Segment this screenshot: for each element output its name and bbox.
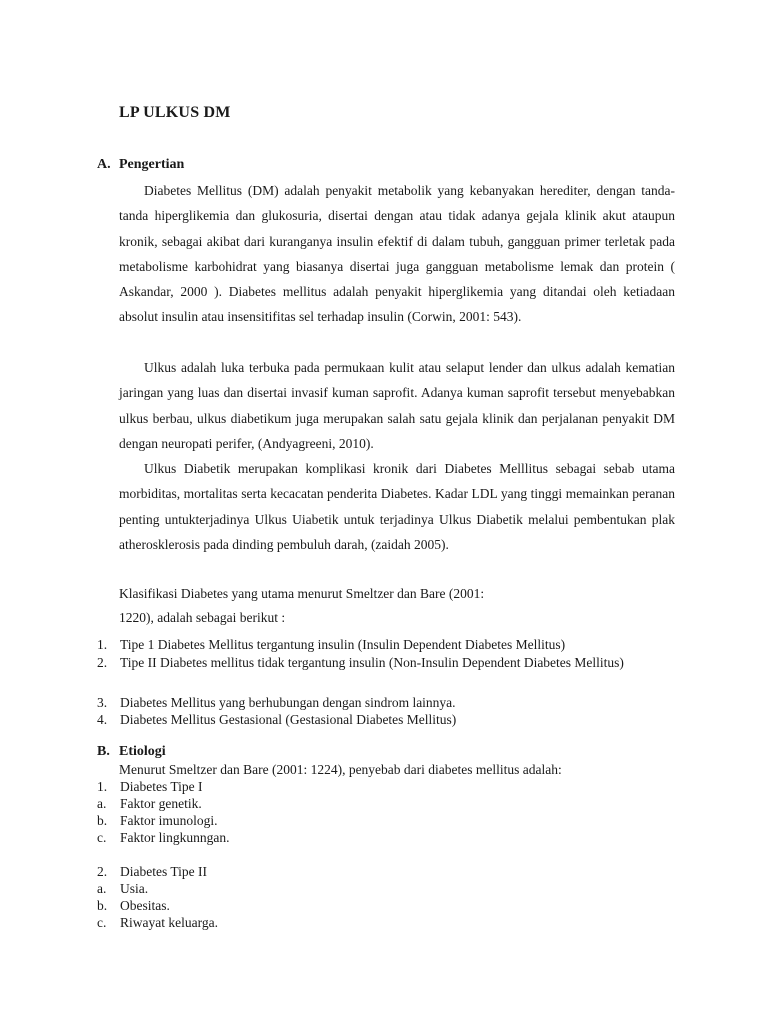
list-item-text: Faktor lingkunngan. bbox=[120, 830, 230, 845]
list-item-text: Diabetes Mellitus Gestasional (Gestasional Diabetes Mellitus) bbox=[120, 712, 457, 727]
pengertian-paragraph-1: Diabetes Mellitus (DM) adalah penyakit metabolik yang kebanyakan herediter, dengan tanda-tanda hiperglikemia dan glukosuria, disertai dengan atau tidak adanya gejala klinik akut ataupun kronik, sebagai akibat dari kuranganya insulin efektif di dalam tubuh, gangguan primer terletak pada metabolisme karbohidrat yang biasanya disertai juga gangguan metabolisme lemak dan protein ( Askandar, 2000 ). Diabetes mellitus adalah penyakit hiperglikemia yang ditandai oleh ketiadaan absolut insulin atau insensitifitas sel terhadap insulin (Corwin, 2001: 543). bbox=[119, 183, 675, 325]
section-b-title: Etiologi bbox=[119, 744, 166, 759]
section-b-marker: B. bbox=[97, 744, 110, 759]
list-item-text: Diabetes Tipe II bbox=[120, 864, 207, 879]
list-item-text: Faktor imunologi. bbox=[120, 813, 218, 828]
pengertian-paragraph-3: Ulkus Diabetik merupakan komplikasi kronik dari Diabetes Melllitus sebagai sebab utama morbiditas, mortalitas serta kecacatan penderita Diabetes. Kadar LDL yang tinggi memainkan peranan penting untukterjadinya Ulkus Uiabetik untuk terjadinya Ulkus Diabetik melalui pembentukan plak atherosklerosis pada dinding pembuluh darah, (zaidah 2005). bbox=[119, 461, 675, 552]
list-item-text: Usia. bbox=[120, 881, 149, 896]
classification-item-2 bbox=[97, 654, 675, 672]
list-item-text: Tipe 1 Diabetes Mellitus tergantung insulin (Insulin Dependent Diabetes Mellitus) bbox=[120, 637, 566, 652]
list-marker: 4. bbox=[97, 712, 108, 727]
list-marker: b. bbox=[97, 898, 108, 913]
section-a-marker: A. bbox=[97, 157, 111, 172]
document-title: LP ULKUS DM bbox=[119, 104, 231, 121]
etiologi-intro: Menurut Smeltzer dan Bare (2001: 1224), penyebab dari diabetes mellitus adalah: bbox=[119, 762, 562, 777]
diabetes-type-1 bbox=[97, 778, 675, 796]
type-1-factor-b bbox=[97, 812, 675, 830]
list-marker: 2. bbox=[97, 655, 108, 670]
classification-item-3 bbox=[97, 694, 675, 712]
list-marker: 3. bbox=[97, 695, 108, 710]
type-2-factor-a bbox=[97, 880, 675, 898]
type-2-factor-b bbox=[97, 897, 675, 915]
classification-line-2: 1220), adalah sebagai berikut : bbox=[119, 610, 286, 625]
list-item-text: Faktor genetik. bbox=[120, 796, 202, 811]
list-marker: 1. bbox=[97, 779, 108, 794]
pengertian-paragraph-2: Ulkus adalah luka terbuka pada permukaan kulit atau selaput lender dan ulkus adalah kematian jaringan yang luas dan disertai invasif kuman saprofit. Adanya kuman saprofit tersebut menyebabkan ulkus berbau, ulkus diabetikum juga merupakan salah satu gejala klinik dan perjalanan penyakit DM dengan neuropati perifer, (Andyagreeni, 2010). bbox=[119, 360, 675, 451]
section-a-title: Pengertian bbox=[119, 157, 185, 172]
diabetes-type-2 bbox=[97, 863, 675, 881]
list-item-text: Obesitas. bbox=[120, 898, 170, 913]
list-item-text: Tipe II Diabetes mellitus tidak tergantung insulin (Non-Insulin Dependent Diabetes Mellitus) bbox=[120, 655, 624, 670]
list-marker: a. bbox=[97, 881, 107, 896]
list-marker: 1. bbox=[97, 637, 108, 652]
type-1-factor-c bbox=[97, 829, 675, 847]
classification-item-1 bbox=[97, 636, 675, 654]
classification-item-4 bbox=[97, 711, 675, 729]
section-a-heading bbox=[97, 157, 184, 173]
list-item-text: Diabetes Mellitus yang berhubungan dengan sindrom lainnya. bbox=[120, 695, 456, 710]
list-marker: b. bbox=[97, 813, 108, 828]
list-item-text: Diabetes Tipe I bbox=[120, 779, 203, 794]
type-1-factor-a bbox=[97, 795, 675, 813]
classification-line-1: Klasifikasi Diabetes yang utama menurut Smeltzer dan Bare (2001: bbox=[119, 586, 485, 601]
list-item-text: Riwayat keluarga. bbox=[120, 915, 218, 930]
section-b-heading bbox=[97, 744, 166, 760]
list-marker: 2. bbox=[97, 864, 108, 879]
type-2-factor-c bbox=[97, 914, 675, 932]
list-marker: c. bbox=[97, 915, 107, 930]
list-marker: a. bbox=[97, 796, 107, 811]
list-marker: c. bbox=[97, 830, 107, 845]
